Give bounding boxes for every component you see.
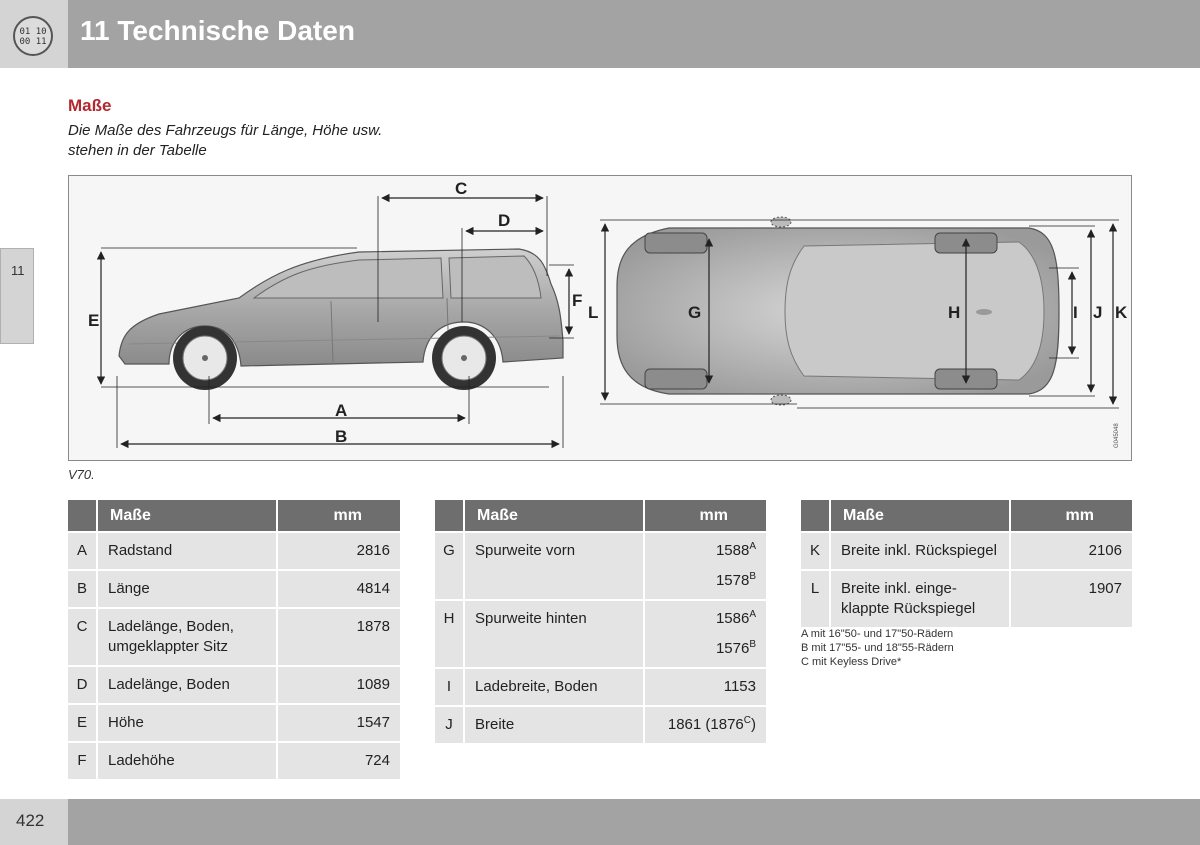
row-name: Breite xyxy=(465,707,645,743)
footnote-mark: C xyxy=(801,656,809,668)
figure-caption: V70. xyxy=(68,467,95,482)
row-value-primary: 1861 (1876 xyxy=(667,716,744,733)
side-view-car xyxy=(119,249,563,390)
table-row xyxy=(435,707,766,743)
table-header-letter xyxy=(801,500,831,531)
dim-label-b: B xyxy=(335,427,348,446)
table-header-letter xyxy=(68,500,98,531)
table-row xyxy=(435,669,766,705)
row-value-suffix: ) xyxy=(751,716,756,733)
footnotes xyxy=(801,627,954,669)
chapter-icon-box xyxy=(0,0,68,68)
table-row xyxy=(68,705,400,741)
table-header-name: Maße xyxy=(98,500,278,531)
footnote-mark: B xyxy=(801,642,809,654)
row-value: 1153 xyxy=(645,669,766,705)
footnote-mark: A xyxy=(749,541,756,552)
row-name: Ladelänge, Boden, umgeklappter Sitz xyxy=(98,609,278,665)
row-name: Breite inkl. Rückspiegel xyxy=(831,533,1011,569)
dimensions-table-3 xyxy=(801,498,1132,629)
table-row xyxy=(801,571,1132,627)
table-header-letter xyxy=(435,500,465,531)
row-letter: A xyxy=(68,533,98,569)
table-header-name: Maße xyxy=(465,500,645,531)
table-row xyxy=(68,667,400,703)
table-header-row xyxy=(68,500,400,531)
row-value: 1089 xyxy=(278,667,400,703)
table-row xyxy=(435,601,766,667)
footnote-mark: B xyxy=(749,571,756,582)
row-letter: I xyxy=(435,669,465,705)
row-name: Ladehöhe xyxy=(98,743,278,779)
row-letter: J xyxy=(435,707,465,743)
row-name: Höhe xyxy=(98,705,278,741)
dimensions-table-2 xyxy=(435,498,766,745)
row-name: Länge xyxy=(98,571,278,607)
dim-label-j: J xyxy=(1093,303,1103,322)
footnote xyxy=(801,641,954,655)
row-value: 2106 xyxy=(1011,533,1132,569)
dim-label-l: L xyxy=(588,303,599,322)
table-row xyxy=(68,571,400,607)
dim-label-k: K xyxy=(1115,303,1128,322)
footnote-mark: A xyxy=(801,628,808,640)
table-header-row xyxy=(435,500,766,531)
table-row xyxy=(68,533,400,569)
footnote xyxy=(801,627,954,641)
table-header-unit: mm xyxy=(1011,500,1132,531)
figure-code: G045048 xyxy=(1114,423,1120,448)
chapter-header xyxy=(0,0,1200,68)
footnote xyxy=(801,655,954,669)
top-view-car xyxy=(617,217,1059,405)
footnote-text: mit 17"55- und 18"55-Rädern xyxy=(811,642,954,654)
table-row xyxy=(68,743,400,779)
row-value-secondary: 1576 xyxy=(715,640,750,657)
dimensions-figure xyxy=(68,175,1132,461)
dim-label-i: I xyxy=(1073,303,1078,322)
row-value-primary: 1586 xyxy=(715,610,750,627)
chapter-side-tab-label: 11 xyxy=(11,263,25,278)
row-value-primary: 1588 xyxy=(715,542,750,559)
row-value: 1547 xyxy=(278,705,400,741)
dim-label-c: C xyxy=(455,179,468,198)
dim-label-g: G xyxy=(688,303,702,322)
row-value: 2816 xyxy=(278,533,400,569)
row-letter: B xyxy=(68,571,98,607)
row-letter: K xyxy=(801,533,831,569)
table-header-row xyxy=(801,500,1132,531)
page-number-box xyxy=(0,799,68,845)
section-title: Maße xyxy=(68,96,112,115)
row-letter: H xyxy=(435,601,465,667)
row-letter: L xyxy=(801,571,831,627)
row-value: 4814 xyxy=(278,571,400,607)
chapter-side-tab xyxy=(0,248,34,344)
table-row xyxy=(435,533,766,599)
row-letter: D xyxy=(68,667,98,703)
footnote-mark: B xyxy=(749,639,756,650)
table-row xyxy=(68,609,400,665)
car-dimension-drawing xyxy=(69,176,1133,462)
row-name: Radstand xyxy=(98,533,278,569)
row-letter: C xyxy=(68,609,98,665)
row-value: 1878 xyxy=(278,609,400,665)
footnote-mark: A xyxy=(749,609,756,620)
row-value xyxy=(645,601,766,667)
row-letter: E xyxy=(68,705,98,741)
row-value: 724 xyxy=(278,743,400,779)
row-value xyxy=(645,533,766,599)
clock-icon: 01 10 00 11 xyxy=(13,16,53,56)
row-name: Breite inkl. einge-klappte Rückspiegel xyxy=(831,571,1011,627)
page-footer xyxy=(0,799,1200,845)
dim-label-d: D xyxy=(498,211,511,230)
dim-label-e: E xyxy=(88,311,100,330)
dim-label-a: A xyxy=(335,401,348,420)
table-header-unit: mm xyxy=(278,500,400,531)
row-name: Spurweite hinten xyxy=(465,601,645,667)
table-header-name: Maße xyxy=(831,500,1011,531)
section-intro: Die Maße des Fahrzeugs für Länge, Höhe usw. stehen in der Tabelle xyxy=(68,122,383,159)
row-letter: F xyxy=(68,743,98,779)
page-number: 422 xyxy=(16,811,45,830)
table-row xyxy=(801,533,1132,569)
row-letter: G xyxy=(435,533,465,599)
footnote-mark: C xyxy=(743,715,751,726)
dim-label-h: H xyxy=(948,303,961,322)
row-name: Ladebreite, Boden xyxy=(465,669,645,705)
row-name: Spurweite vorn xyxy=(465,533,645,599)
table-header-unit: mm xyxy=(645,500,766,531)
dimensions-table-1 xyxy=(68,498,400,781)
footnote-text: mit Keyless Drive* xyxy=(812,656,902,668)
footnote-text: mit 16"50- und 17"50-Rädern xyxy=(810,628,954,640)
chapter-title: 11 Technische Daten xyxy=(80,15,355,46)
row-value xyxy=(645,707,766,743)
row-value-secondary: 1578 xyxy=(715,572,750,589)
row-value: 1907 xyxy=(1011,571,1132,627)
dim-label-f: F xyxy=(572,291,583,310)
row-name: Ladelänge, Boden xyxy=(98,667,278,703)
